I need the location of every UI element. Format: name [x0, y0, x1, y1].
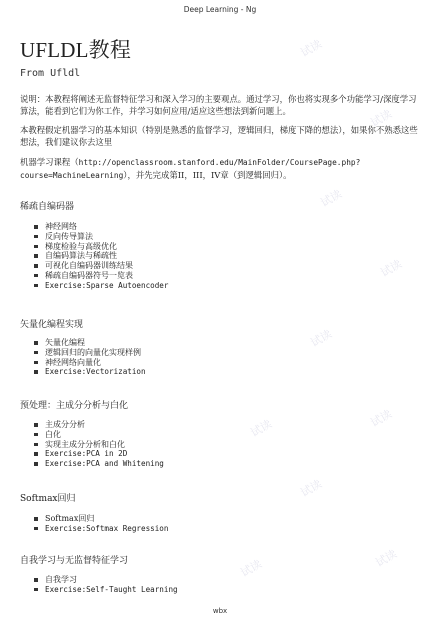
watermark-mark: 试读	[318, 187, 345, 210]
list-item[interactable]: 逻辑回归的向量化实现样例	[34, 348, 146, 358]
list-item[interactable]: 可视化自编码器训练结果	[34, 261, 168, 271]
list-item[interactable]: Exercise:PCA and Whitening	[34, 459, 164, 469]
bullet-icon	[34, 433, 38, 437]
list-item[interactable]: Exercise:Softmax Regression	[34, 524, 168, 534]
watermark-mark: 试读	[308, 327, 335, 350]
list-item[interactable]: 梯度检验与高级优化	[34, 242, 168, 252]
course-link[interactable]: http://openclassroom.stanford.edu/MainFolder/CoursePage.php?course=MachineLearning	[20, 158, 361, 180]
bullet-icon	[34, 284, 38, 288]
bullet-icon	[34, 245, 38, 249]
watermark-mark: 试读	[368, 407, 395, 430]
list-item[interactable]: 神经网络向量化	[34, 358, 146, 368]
bullet-icon	[34, 517, 38, 521]
list-item[interactable]: Exercise:Vectorization	[34, 367, 146, 377]
section-title-softmax: Softmax回归	[20, 494, 76, 504]
page-title: UFLDL教程	[20, 38, 132, 62]
bullet-icon	[34, 264, 38, 268]
watermark-mark: 试读	[378, 257, 405, 280]
bullet-icon	[34, 361, 38, 365]
list-item[interactable]: Exercise:Self-Taught Learning	[34, 585, 178, 595]
bullet-icon	[34, 254, 38, 258]
course-paragraph	[20, 156, 420, 182]
bullet-icon	[34, 452, 38, 456]
section-list-self-taught	[34, 575, 178, 595]
list-item[interactable]: 矢量化编程	[34, 338, 146, 348]
section-list-softmax	[34, 514, 168, 534]
bullet-icon	[34, 274, 38, 278]
bullet-icon	[34, 527, 38, 531]
bullet-icon	[34, 578, 38, 582]
watermark-mark: 试读	[373, 547, 400, 570]
watermark-mark: 试读	[248, 417, 275, 440]
page-footer: wbx	[212, 607, 228, 615]
watermark-mark: 试读	[238, 557, 265, 580]
bullet-icon	[34, 235, 38, 239]
list-item[interactable]: 反向传导算法	[34, 232, 168, 242]
list-item[interactable]: 神经网络	[34, 222, 168, 232]
section-title-pca-whitening: 预处理：主成分分析与白化	[20, 401, 129, 411]
bullet-icon	[34, 423, 38, 427]
bullet-icon	[34, 225, 38, 229]
page-subtitle: From Ufldl	[20, 68, 81, 79]
section-title-self-taught: 自我学习与无监督特征学习	[20, 556, 129, 566]
watermark-mark: 试读	[368, 107, 395, 130]
bullet-icon	[34, 443, 38, 447]
list-item[interactable]: 自编码算法与稀疏性	[34, 251, 168, 261]
section-list-pca-whitening	[34, 420, 164, 469]
list-item[interactable]: 自我学习	[34, 575, 178, 585]
list-item[interactable]: Exercise:PCA in 2D	[34, 449, 164, 459]
section-title-vectorization: 矢量化编程实现	[20, 320, 84, 330]
list-item[interactable]: 白化	[34, 430, 164, 440]
section-title-sparse-autoencoder: 稀疏自编码器	[20, 202, 75, 212]
course-suffix: ），并先完成第II，III，IV章（到逻辑回归）。	[123, 170, 292, 180]
watermark-mark: 试读	[298, 37, 325, 60]
bullet-icon	[34, 351, 38, 355]
list-item[interactable]: Exercise:Sparse Autoencoder	[34, 281, 168, 291]
watermark-mark: 试读	[298, 477, 325, 500]
course-prefix: 机器学习课程（	[20, 157, 79, 167]
intro-paragraph: 说明：本教程将阐述无监督特征学习和深入学习的主要观点。通过学习，你也将实现多个功能学习/深度学习算法，能看到它们为你工作，并学习如何应用/适应这些想法到新问题上。	[20, 94, 417, 116]
bullet-icon	[34, 588, 38, 592]
section-list-sparse-autoencoder	[34, 222, 168, 291]
bullet-icon	[34, 370, 38, 374]
bullet-icon	[34, 341, 38, 345]
list-item[interactable]: 稀疏自编码器符号一览表	[34, 271, 168, 281]
list-item[interactable]: 实现主成分分析和白化	[34, 440, 164, 450]
section-list-vectorization	[34, 338, 146, 377]
list-item[interactable]: Softmax回归	[34, 514, 168, 524]
page-header: Deep Learning - Ng	[183, 5, 257, 14]
prerequisite-paragraph: 本教程假定机器学习的基本知识（特别是熟悉的监督学习，逻辑回归，梯度下降的想法），如果你不熟悉这些想法，我们建议你去这里	[20, 125, 418, 147]
bullet-icon	[34, 462, 38, 466]
list-item[interactable]: 主成分分析	[34, 420, 164, 430]
